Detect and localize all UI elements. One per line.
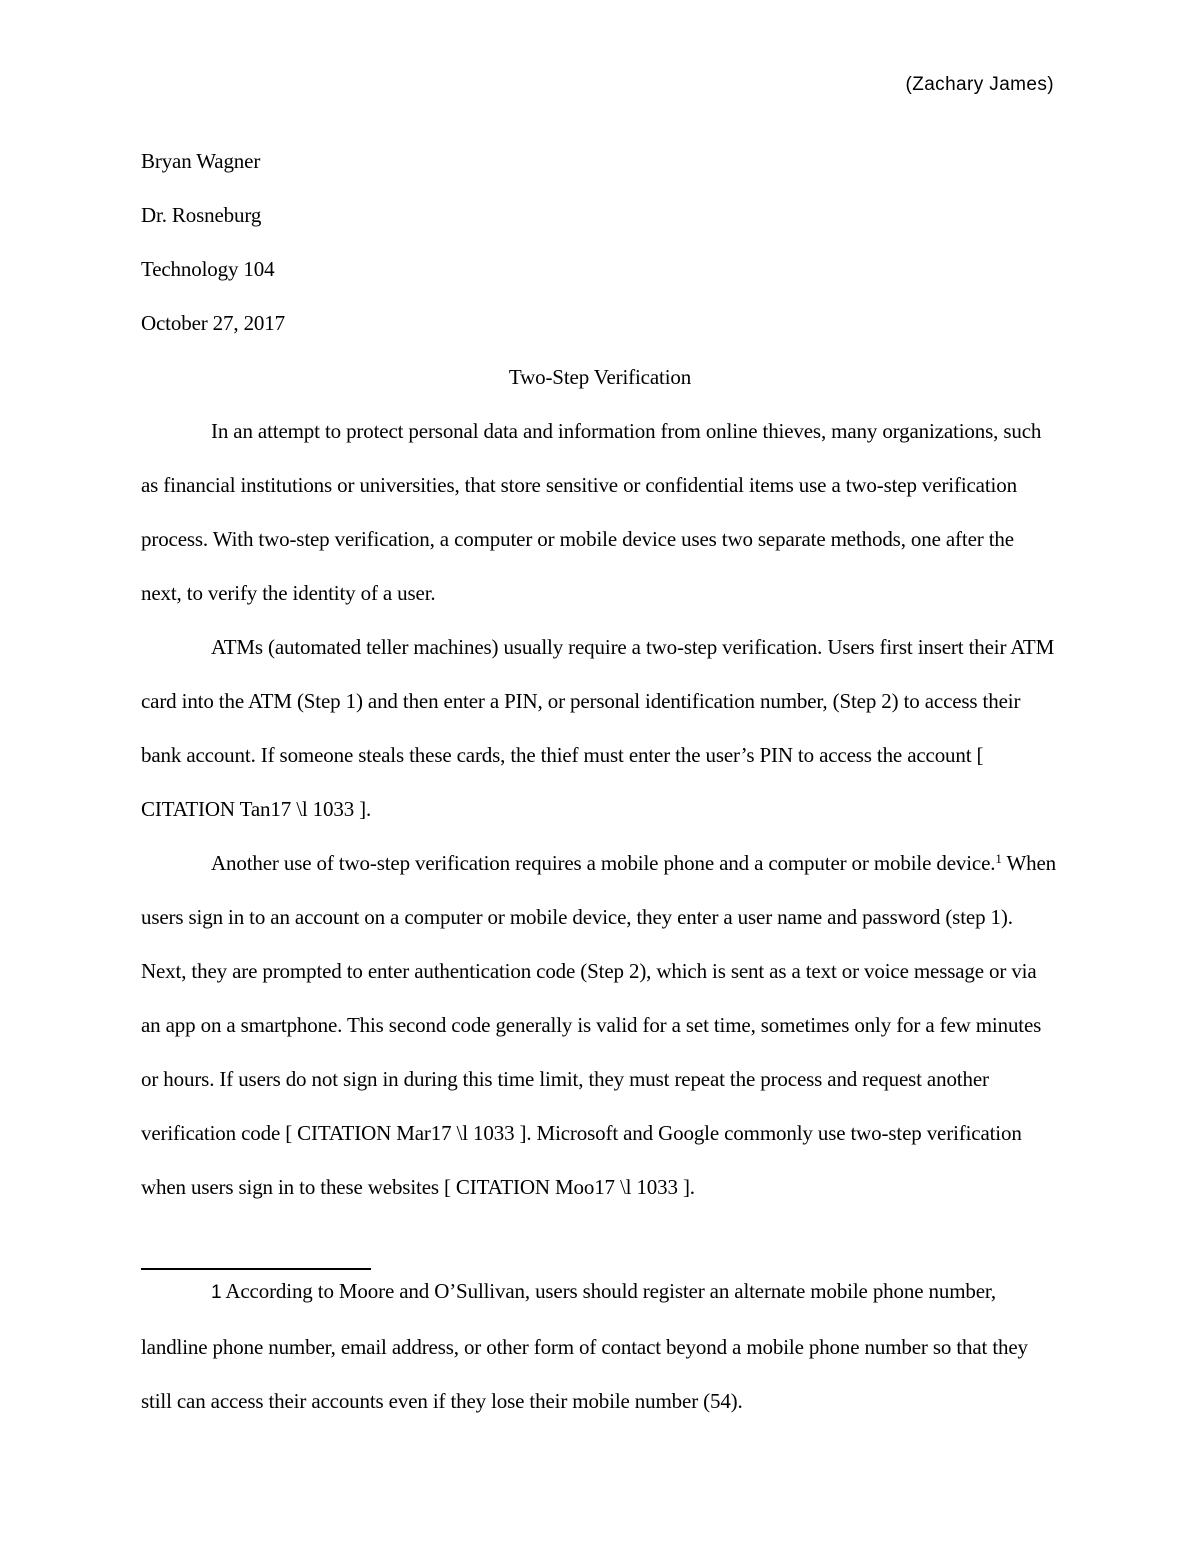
footnote-text: According to Moore and O’Sullivan, users should register an alternate mobile phone number, landline phone number, email address, or other form of contact beyond a mobile phone number so that they still can access their accounts even if they lose their mobile number (54). bbox=[141, 1279, 1028, 1413]
footnote-reference[interactable]: 1 bbox=[995, 851, 1002, 866]
course-name: Technology 104 bbox=[141, 257, 275, 281]
document-title: Two-Step Verification bbox=[508, 365, 692, 389]
footnote bbox=[141, 1264, 1059, 1428]
footnote-number: 1 bbox=[211, 1282, 222, 1303]
paragraph-1: In an attempt to protect personal data and information from online thieves, many organizations, such as financial institutions or universities, that store sensitive or confidential items use a two-step verification process. With two-step verification, a computer or mobile device uses two separate methods, one after the next, to verify the identity of a user. bbox=[141, 419, 1042, 605]
author-name: Bryan Wagner bbox=[141, 149, 261, 173]
paragraph-3-text-end: When users sign in to an account on a computer or mobile device, they enter a user name and password (step 1). Next, they are prompted to enter authentication code (Step 2), which is sent as a text or voice message or via an app on a smartphone. This second code generally is valid for a set time, sometimes only for a few minutes or hours. If users do not sign in during this time limit, they must repeat the process and request another verification code [ CITATION Mar17 \l 1033 ]. Microsoft and Google commonly use two-step verification when users sign in to these websites [ CITATION Moo17 \l 1033 ]. bbox=[141, 851, 1056, 1199]
document-body bbox=[141, 134, 1059, 1214]
paragraph-3 bbox=[141, 836, 1059, 1214]
paragraph-2: ATMs (automated teller machines) usually require a two-step verification. Users first insert their ATM card into the ATM (Step 1) and then enter a PIN, or personal identification number, (Step 2) to access their bank account. If someone steals these cards, the thief must enter the user’s PIN to access the account [ CITATION Tan17 \l 1033 ]. bbox=[141, 635, 1055, 821]
instructor-name: Dr. Rosneburg bbox=[141, 203, 262, 227]
paragraph-3-text-start: Another use of two-step verification requires a mobile phone and a computer or mobile device. bbox=[211, 851, 996, 875]
document-date: October 27, 2017 bbox=[141, 311, 285, 335]
running-head: (Zachary James) bbox=[905, 74, 1054, 95]
